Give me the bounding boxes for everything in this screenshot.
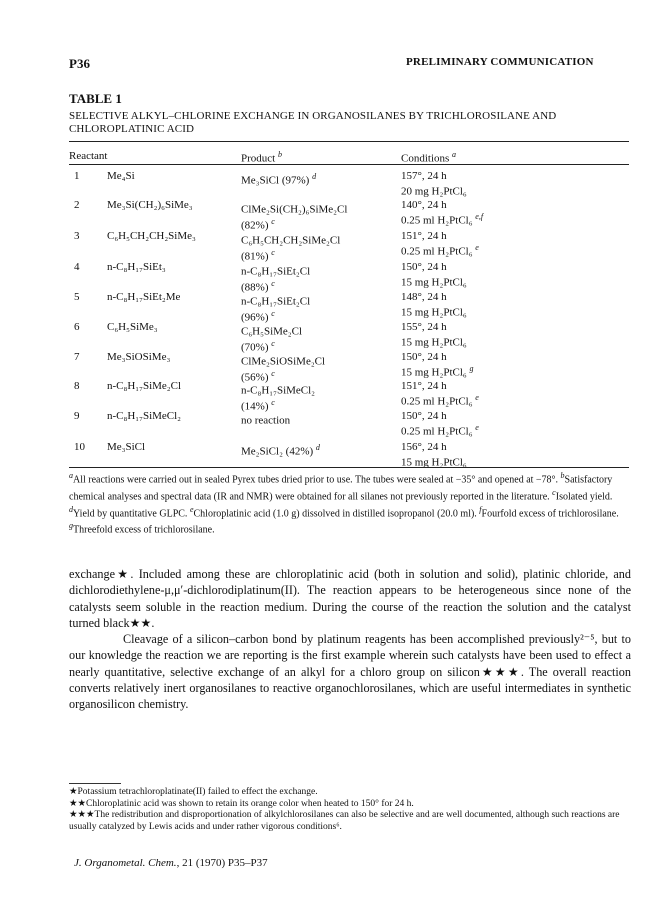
footnote-d: Yield by quantitative GLPC. <box>73 507 188 519</box>
product-cell: Me₂SiCl₂ (42%) $^d$ <box>241 443 320 458</box>
product-cell: no reaction <box>241 414 291 427</box>
row-number: 2 <box>74 199 80 211</box>
product-cell: ClMe₂SiOSiMe₂Cl (56%) $^c$ <box>241 355 326 384</box>
body-text <box>69 566 631 713</box>
footnote-b: Satisfactory chemical analyses and spectral data (IR and NMR) were obtained for all silanes not previously reported in the literature. <box>69 474 613 503</box>
row-number: 5 <box>74 291 80 303</box>
page-number: P36 <box>69 56 90 71</box>
row-number: 6 <box>74 321 80 333</box>
product-cell: n-C₈H₁₇SiMeCl₂ (14%) $^c$ <box>241 384 316 413</box>
column-header-conditions: Conditions $^a$ <box>401 150 457 165</box>
footnote-e: Chloroplatinic acid (1.0 g) dissolved in distilled isopropanol (20.0 ml). <box>193 507 477 519</box>
product-cell: n-C₈H₁₇SiEt₂Cl (96%) $^c$ <box>241 295 311 324</box>
running-title: PRELIMINARY COMMUNICATION <box>406 56 594 68</box>
conditions-cell: 150°, 24 h 0.25 ml H₂PtCl₆ $^e$ <box>401 410 479 438</box>
note-2: ★★Chloroplatinic acid was shown to retain its orange color when heated to 150° for 24 h. <box>69 798 414 809</box>
note-1: ★Potassium tetrachloroplatinate(II) failed to effect the exchange. <box>69 787 318 797</box>
conditions-cell: 140°, 24 h 0.25 ml H₂PtCl₆ $^{e,f}$ <box>401 199 484 227</box>
reactant-cell: n-C₈H₁₇SiEt₃ <box>107 261 166 273</box>
column-header-reactant: Reactant <box>69 150 108 162</box>
journal-volume: , 21 (1970) P35–P37 <box>176 857 268 869</box>
product-cell: Me₃SiCl (97%) $^d$ <box>241 172 317 187</box>
journal-name: J. Organometal. Chem. <box>74 857 177 869</box>
paragraph-2: Cleavage of a silicon–carbon bond by platinum reagents has been accomplished previously²⁻⁵, but to our knowledge the reaction we are reporting is the first example wherein such catalysts have been used to effect a nearly quantitative, selective exchange of an alkyl for a chloro group on silicon★★★. The overall reaction converts relatively inert organosilanes to reactive organochlorosilanes, which are useful intermediates in synthetic organosilicon chemistry. <box>69 632 631 712</box>
reactant-cell: Me₄Si <box>107 170 135 182</box>
conditions-cell: 151°, 24 h 0.25 ml H₂PtCl₆ $^e$ <box>401 230 479 258</box>
row-number: 4 <box>74 261 80 273</box>
product-cell: C₆H₅SiMe₂Cl (70%) $^c$ <box>241 325 303 354</box>
table-label: TABLE 1 <box>69 91 122 106</box>
product-cell: ClMe₂Si(CH₂)₆SiMe₂Cl (82%) $^c$ <box>241 203 348 232</box>
table-header-rule <box>69 164 629 165</box>
reactant-cell: n-C₈H₁₇SiMe₂Cl <box>107 380 182 392</box>
conditions-cell: 157°, 24 h 20 mg H₂PtCl₆ <box>401 170 467 198</box>
footnote-g: Threefold excess of trichlorosilane. <box>73 524 215 536</box>
reactant-cell: n-C₈H₁₇SiMeCl₂ <box>107 410 182 422</box>
row-number: 9 <box>74 410 80 422</box>
note-3: ★★★The redistribution and disproportionation of alkylchlorosilanes can also be selective and are well documented, although such reactions are usually catalyzed by Lewis acids and under rather vigorous conditions⁶. <box>69 810 620 832</box>
table-bottom-rule <box>69 467 629 468</box>
reactant-cell: C₆H₅CH₂CH₂SiMe₃ <box>107 230 196 242</box>
reactant-cell: C₆H₅SiMe₃ <box>107 321 158 333</box>
conditions-cell: 150°, 24 h 15 mg H₂PtCl₆ <box>401 261 467 289</box>
column-header-product: Product $^b$ <box>241 150 282 165</box>
paragraph-1: exchange★. Included among these are chloroplatinic acid (both in solution and solid), platinic chloride, and dichlorodiethylene-μ,μ′-dichlorodiplatinum(II). The reaction appears to be heterogeneous since none of the catalysts seem soluble in the reaction medium. During the course of the reaction the solution and the catalyst turned black★★. <box>69 567 631 630</box>
reactant-cell: n-C₈H₁₇SiEt₂Me <box>107 291 181 303</box>
row-number: 3 <box>74 230 80 242</box>
footnote-f: Fourfold excess of trichlorosilane. <box>481 507 619 519</box>
reactant-cell: Me₃Si(CH₂)₆SiMe₃ <box>107 199 193 211</box>
row-number: 10 <box>74 441 85 453</box>
conditions-cell: 151°, 24 h 0.25 ml H₂PtCl₆ $^e$ <box>401 380 479 408</box>
row-number: 7 <box>74 351 80 363</box>
reactant-cell: Me₃SiOSiMe₃ <box>107 351 171 363</box>
conditions-cell: 148°, 24 h 15 mg H₂PtCl₆ <box>401 291 467 319</box>
row-number: 8 <box>74 380 80 392</box>
conditions-cell: 155°, 24 h 15 mg H₂PtCl₆ <box>401 321 467 349</box>
footnote-c: Isolated yield. <box>555 491 613 503</box>
footnote-rule <box>69 783 121 784</box>
journal-citation <box>74 857 268 869</box>
reactant-cell: Me₃SiCl <box>107 441 146 453</box>
footnote-a: All reactions were carried out in sealed Pyrex tubes dried prior to use. The tubes were sealed at −35° and opened at −78°. <box>73 474 559 486</box>
table-top-rule <box>69 141 629 142</box>
product-cell: n-C₈H₁₇SiEt₂Cl (88%) $^c$ <box>241 265 311 294</box>
conditions-cell: 156°, 24 h 15 mg H₂PtCl₆ <box>401 441 467 469</box>
table-footnotes: $^a$All reactions were carried out in sealed Pyrex tubes dried prior to use. The tubes were sealed at −35° and opened at −78°. $^b$Satisfactory chemical analyses and spectral data (IR and NMR) were obtained for all silanes not previously reported in the literature. $^c$Isolated yield. $^d$Yield by quantitative GLPC. $^e$Chloroplatinic acid (1.0 g) dissolved in distilled isopropanol (20.0 ml). $^f$Fourfold excess of trichlorosilane. $^g$Threefold excess of trichlorosilane. <box>69 471 619 536</box>
conditions-cell: 150°, 24 h 15 mg H₂PtCl₆ $^g$ <box>401 351 474 379</box>
row-number: 1 <box>74 170 80 182</box>
table-title: SELECTIVE ALKYL–CHLORINE EXCHANGE IN ORGANOSILANES BY TRICHLOROSILANE AND CHLOROPLATINIC ACID <box>69 110 557 135</box>
product-cell: C₆H₅CH₂CH₂SiMe₂Cl (81%) $^c$ <box>241 234 341 263</box>
page-footnotes <box>69 787 631 833</box>
